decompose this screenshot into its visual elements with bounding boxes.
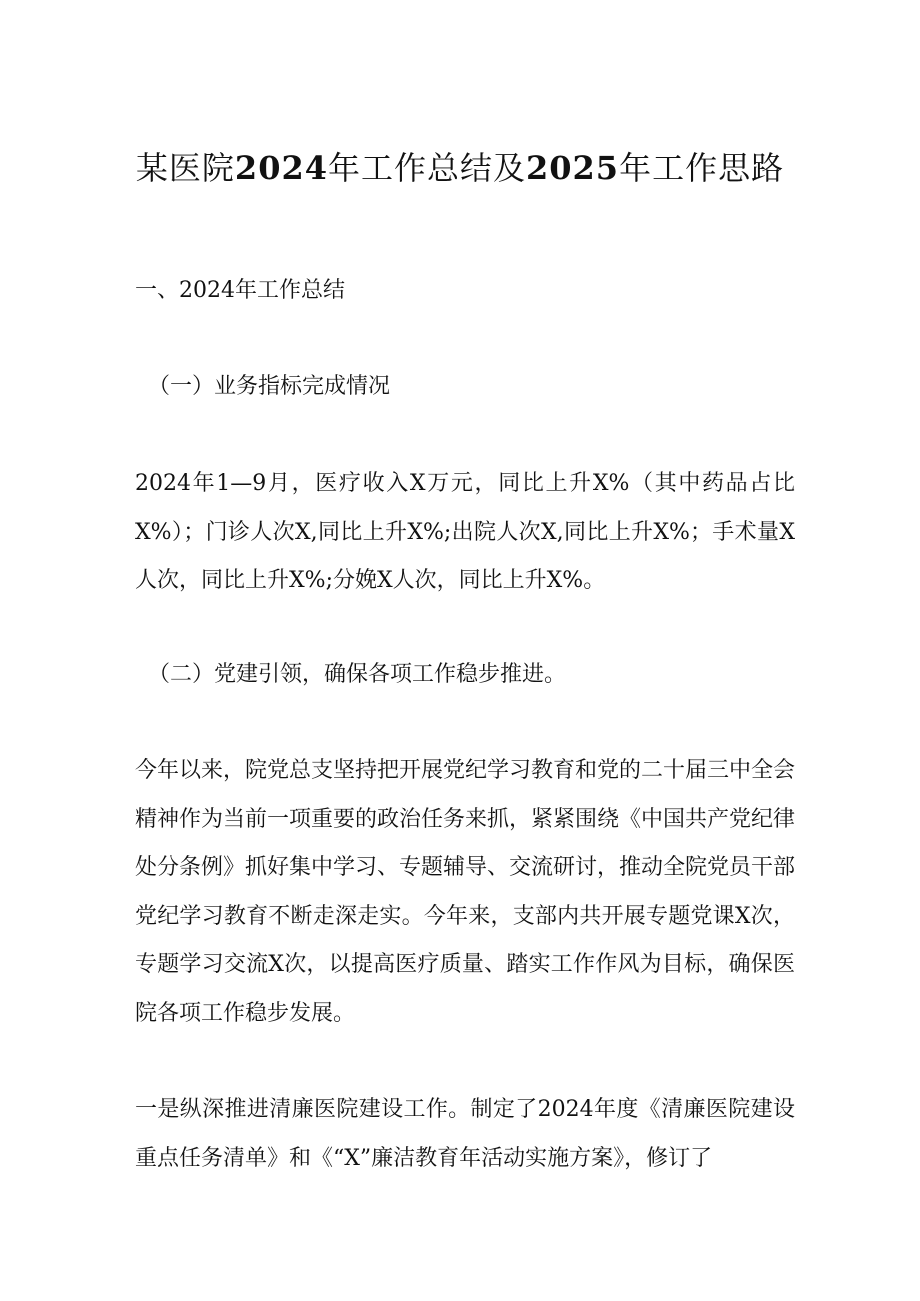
title-part-3: 年工作思路 (619, 149, 785, 187)
section-heading-summary: 一、2024年工作总结 (135, 278, 345, 303)
title-year-2: 2025 (526, 149, 620, 187)
title-part-1: 某医院 (135, 149, 235, 187)
subsection-heading-party-building: （二）党建引领，确保各项工作稳步推进。 (148, 662, 567, 687)
paragraph-business-indicators: 2024年1—9月，医疗收入X万元，同比上升X%（其中药品占比X%）；门诊人次X,同比上升X%;出院人次X,同比上升X%；手术量X人次，同比上升X%;分娩X人次，同比上升X%。 (135, 471, 795, 593)
paragraph-party-building: 今年以来，院党总支坚持把开展党纪学习教育和党的二十届三中全会精神作为当前一项重要的政治任务来抓，紧紧围绕《中国共产党纪律处分条例》抓好集中学习、专题辅导、交流研讨，推动全院党员干部党纪学习教育不断走深走实。今年来，支部内共开展专题党课X次，专题学习交流X次，以提高医疗质量、踏实工作作风为目标，确保医院各项工作稳步发展。 (135, 758, 796, 1026)
paragraph-clean-hospital: 一是纵深推进清廉医院建设工作。制定了2024年度《清廉医院建设重点任务清单》和《“X”廉洁教育年活动实施方案》，修订了 (135, 1097, 795, 1171)
title-part-2: 年工作总结及 (327, 149, 526, 187)
subsection-heading-indicators: （一）业务指标完成情况 (148, 374, 391, 399)
title-year-1: 2024 (234, 149, 328, 187)
document-title (0, 140, 920, 196)
